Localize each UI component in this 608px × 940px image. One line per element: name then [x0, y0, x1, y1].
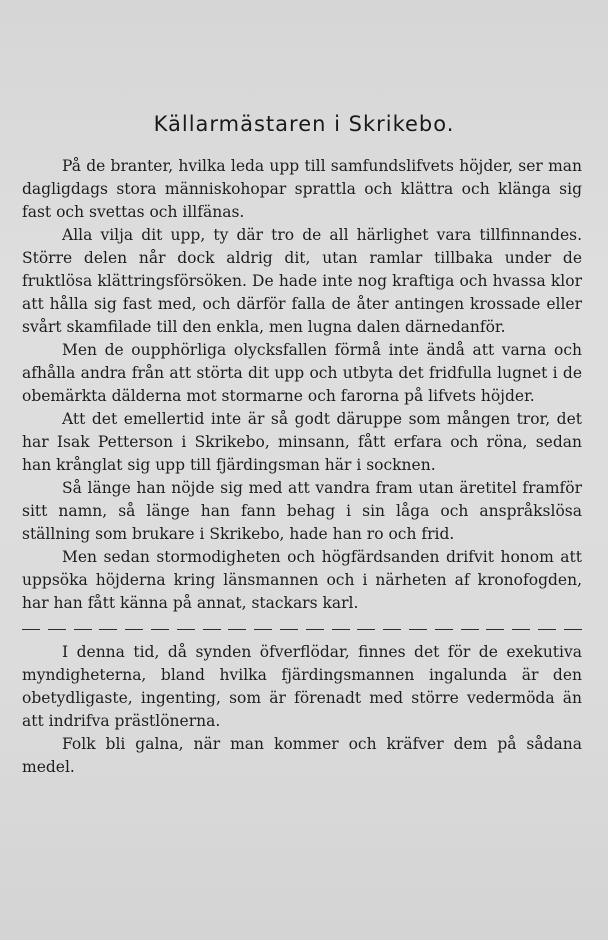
show-through-texture — [360, 0, 608, 110]
paragraph: Folk bli galna, när man kommer och kräfver dem på sådana medel. — [22, 735, 582, 776]
paragraph: Att det emellertid inte är så godt däruppe som mången tror, det har Isak Petterson i Skrikebo, minsann, fått erfara och röna, sedan han krånglat sig upp till fjärdingsman här i socknen. — [22, 410, 582, 474]
paragraph: I denna tid, då synden öfverflödar, finnes det för de exekutiva myndigheterna, bland hvilka fjärdingsmannen ingalunda är den obetydligaste, ingenting, som är förenadt med större vedermöda än att indrifva prästlönerna. — [22, 643, 582, 730]
paragraph: Alla vilja dit upp, ty där tro de all härlighet vara tillfinnandes. Större delen når dock aldrig dit, utan ramlar tillbaka under de fruktlösa klättringsförsöken. De hade inte nog kraftiga och hvassa klor att hålla sig fast med, och därför falla de åter antingen krossade eller svårt skamfilade till den enkla, men lugna dalen därnedanför. — [22, 226, 582, 336]
section-separator — [22, 623, 582, 635]
paragraph: Men sedan stormodigheten och högfärdsanden drifvit honom att uppsöka höjderna kring länsmannen och i närheten af kronofogden, har han fått känna på annat, stackars karl. — [22, 548, 582, 612]
paragraph: På de branter, hvilka leda upp till samfundslifvets höjder, ser man dagligdags stora människohopar sprattla och klättra och klänga sig fast och svettas och illfänas. — [22, 157, 582, 221]
chapter-title: Källarmästaren i Skrikebo. — [153, 112, 455, 136]
paragraph: Så länge han nöjde sig med att vandra fram utan äretitel framför sitt namn, så länge han fann behag i sin låga och anspråkslösa ställning som brukare i Skrikebo, hade han ro och frid. — [22, 479, 582, 543]
body-text — [22, 155, 582, 779]
paragraph: Men de oupphörliga olycksfallen förmå inte ändå att varna och afhålla andra från att störta dit upp och utbyta det fridfulla lugnet i de obemärkta dälderna mot stormarne och farorna på lifvets höjder. — [22, 341, 582, 405]
